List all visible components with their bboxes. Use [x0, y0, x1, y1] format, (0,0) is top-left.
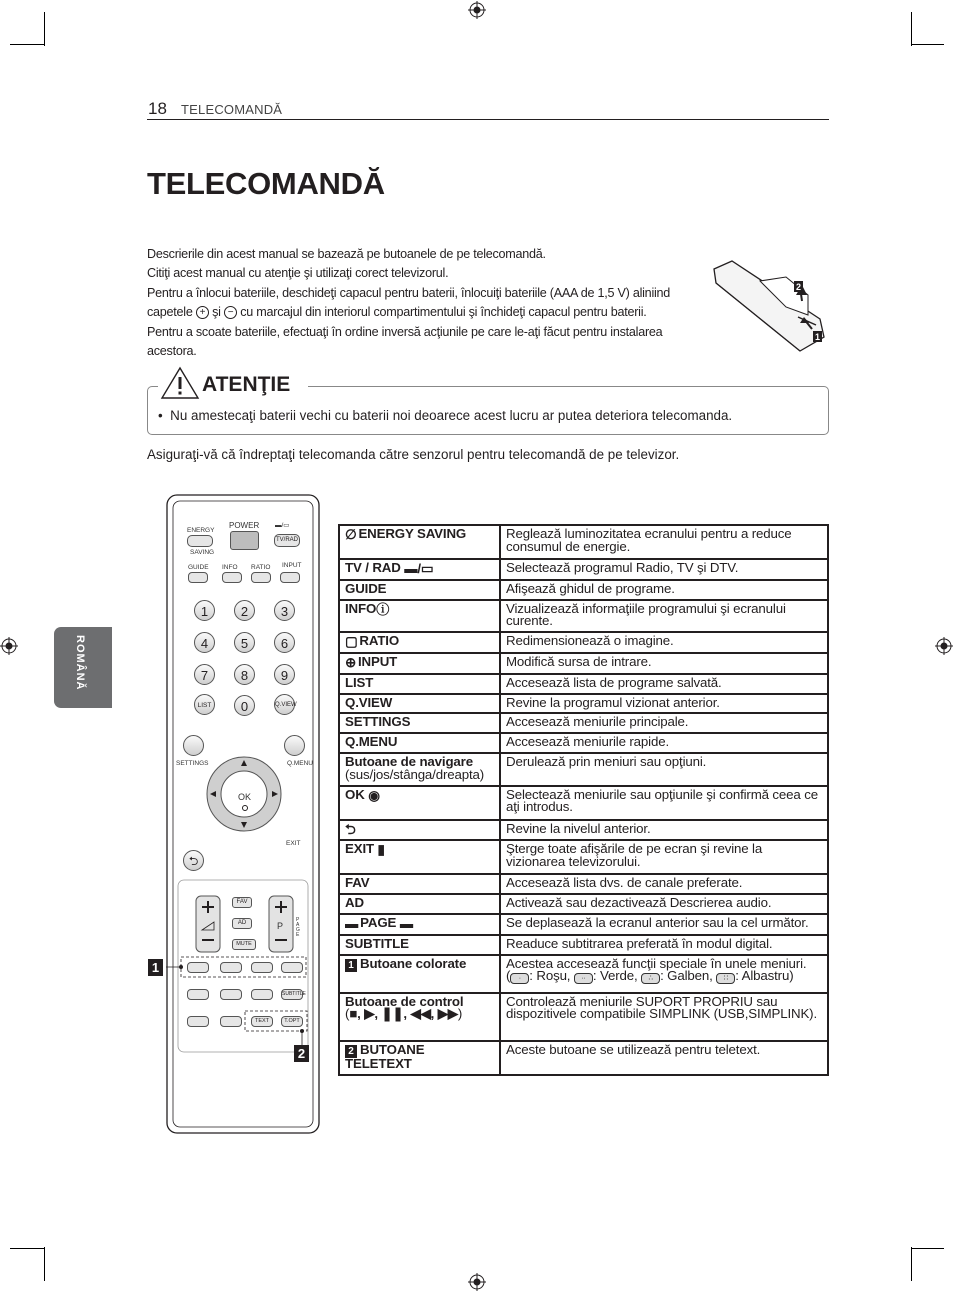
pause-button[interactable] [251, 989, 273, 1000]
back-button[interactable]: ⮌ [183, 850, 204, 871]
aim-note: Asiguraţi-vă că îndreptaţi telecomanda către senzorul pentru telecomandă de pe televizor. [147, 447, 680, 462]
tv-rad-button[interactable]: TV/RAD [274, 534, 300, 547]
settings-label: SETTINGS [176, 760, 209, 767]
list-button[interactable]: LIST [194, 694, 215, 715]
number-button[interactable]: 4 [194, 632, 215, 653]
energy-saving-button[interactable] [187, 535, 213, 547]
page-title: TELECOMANDĂ [147, 166, 385, 201]
number-button[interactable]: 2 [234, 600, 255, 621]
warning-triangle-icon [160, 366, 200, 400]
table-key: 1 Butoane colorate [339, 955, 500, 993]
caution-item [158, 408, 732, 423]
guide-button[interactable] [188, 572, 208, 583]
battery-cover-illustration [712, 259, 834, 357]
power-label: POWER [229, 521, 260, 530]
table-key: ▢ RATIO [339, 632, 500, 653]
red-button[interactable] [187, 962, 209, 973]
table-row [339, 733, 828, 753]
table-row [339, 713, 828, 733]
table-row [339, 874, 828, 894]
table-row [339, 1041, 828, 1075]
q-menu-button[interactable] [284, 735, 305, 756]
ratio-button[interactable] [251, 572, 271, 583]
table-row [339, 653, 828, 674]
table-row [339, 820, 828, 841]
table-value: Derulează prin meniuri sau opţiuni. [500, 753, 828, 786]
stop-button[interactable] [187, 989, 209, 1000]
ad-button[interactable]: AD [232, 918, 252, 929]
language-tab [54, 627, 112, 708]
crop-mark [44, 1247, 45, 1281]
table-row [339, 632, 828, 653]
intro-line: Pentru a scoate bateriile, efectuaţi în ordine inversă acţiunile pe care le-aţi făcut pentru instalarea [147, 324, 663, 339]
ratio-label: RATIO [251, 564, 271, 571]
settings-button[interactable] [183, 735, 204, 756]
green-button[interactable] [220, 962, 242, 973]
guide-label: GUIDE [188, 564, 209, 571]
page-right-icon: ▬ [399, 915, 413, 931]
power-button[interactable] [230, 531, 259, 550]
callout-badge: 2 [345, 1045, 357, 1058]
table-key: Butoane de control (■, ▶, ❚❚, ◀◀, ▶▶) [339, 993, 500, 1041]
registration-mark-icon [468, 1273, 486, 1291]
table-key: ∅ ENERGY SAVING [339, 525, 500, 559]
language-tab-label: ROMÂNĂ [74, 635, 86, 691]
table-key: EXIT ▮ [339, 840, 500, 874]
intro-fragment: capetele [147, 305, 193, 320]
table-key: Butoane de navigare (sus/jos/stânga/dreapta) [339, 753, 500, 786]
table-key: SETTINGS [339, 713, 500, 733]
crop-mark [44, 12, 45, 46]
intro-line [147, 303, 707, 322]
table-value: Accesează lista dvs. de canale preferate. [500, 874, 828, 894]
blue-button[interactable] [281, 962, 303, 973]
table-key: INFOⓘ [339, 600, 500, 633]
page-number: 18 [148, 99, 167, 118]
figure-label: 2 [795, 282, 802, 292]
crop-mark [10, 44, 44, 45]
table-row [339, 559, 828, 580]
table-key: AD [339, 894, 500, 914]
t-opt-button[interactable]: T.OPT [281, 1016, 303, 1027]
crop-mark [911, 1247, 912, 1281]
text-button[interactable]: TEXT [251, 1016, 273, 1027]
yellow-key-icon: ∴ [641, 973, 660, 984]
info-button[interactable] [222, 572, 242, 583]
yellow-button[interactable] [251, 962, 273, 973]
button-function-table [338, 524, 829, 1076]
control-symbols: ■, ▶, ❚❚, ◀◀, ▶▶ [349, 1006, 458, 1022]
table-key: 2 BUTOANE TELETEXT [339, 1041, 500, 1075]
table-value: Se deplasează la ecranul anterior sau la cel următor. [500, 914, 828, 935]
intro-line: Descrierile din acest manual se bazează pe butoanele de pe telecomandă. [147, 247, 546, 261]
crop-mark [911, 12, 912, 46]
table-value: Afişează ghidul de programe. [500, 580, 828, 600]
input-label: INPUT [282, 562, 302, 569]
table-row [339, 694, 828, 714]
exit-label: EXIT [286, 840, 301, 847]
caution-title: ATENŢIE [202, 373, 291, 396]
table-row [339, 753, 828, 786]
page-left-icon: ▬ [345, 915, 359, 931]
back-icon: ⮌ [345, 821, 356, 837]
page-label: PAGE [296, 917, 300, 938]
table-value: Reglează luminozitatea ecranului pentru a reduce consumul de energie. [500, 525, 828, 559]
table-row [339, 935, 828, 955]
table-row [339, 600, 828, 633]
table-value: Aceste butoane se utilizează pentru teletext. [500, 1041, 828, 1075]
registration-mark-icon [935, 637, 953, 655]
caution-text: Nu amestecaţi baterii vechi cu baterii noi deoarece acest lucru ar putea deteriora telecomanda. [170, 408, 733, 423]
rewind-button[interactable] [187, 1016, 209, 1027]
table-row [339, 955, 828, 993]
table-value: Modifică sursa de intrare. [500, 653, 828, 674]
exit-icon: ▮ [377, 842, 385, 858]
remote-body [166, 494, 320, 1134]
tv-rad-icon: ▬/▭ [404, 561, 434, 576]
table-key: ⊕ INPUT [339, 653, 500, 674]
crop-mark [10, 1248, 44, 1249]
callout-badge: 1 [148, 959, 163, 976]
energy-label: ENERGY [187, 527, 215, 534]
plus-terminal-icon: + [196, 306, 209, 319]
table-row [339, 580, 828, 600]
table-value: Activează sau dezactivează Descrierea audio. [500, 894, 828, 914]
table-row [339, 894, 828, 914]
table-key: ▬ PAGE ▬ [339, 914, 500, 935]
table-key: SUBTITLE [339, 935, 500, 955]
bullet: • [158, 408, 163, 423]
program-label: P [277, 921, 284, 931]
table-value: Revine la programul vizionat anterior. [500, 694, 828, 714]
intro-line: acestora. [147, 344, 197, 359]
crop-mark [912, 44, 944, 45]
fast-forward-button[interactable] [220, 1016, 242, 1027]
number-button[interactable]: 8 [234, 664, 255, 685]
table-value: Şterge toate afişările de pe ecran şi revine la vizionarea televizorului. [500, 840, 828, 874]
energy-label: SAVING [190, 549, 215, 556]
info-icon: ⓘ [376, 601, 390, 617]
table-value: Selectează programul Radio, TV şi DTV. [500, 559, 828, 580]
q-menu-label: Q.MENU [287, 760, 313, 767]
table-key: LIST [339, 674, 500, 694]
table-value: Controlează meniurile SUPORT PROPRIU sau dispozitivele compatibile SIMPLINK (USB,SIMPLINK). [500, 993, 828, 1041]
tv-rad-icon: ▬/▭ [275, 522, 290, 529]
registration-mark-icon [0, 637, 18, 655]
intro-fragment: şi [212, 305, 221, 320]
table-key: TV / RAD ▬/▭ [339, 559, 500, 580]
green-key-icon: ·· [574, 973, 593, 984]
intro-line: Citiţi acest manual cu atenţie şi utilizaţi corect televizorul. [147, 266, 449, 281]
play-button[interactable] [220, 989, 242, 1000]
table-key: Q.VIEW [339, 694, 500, 714]
table-value: Accesează lista de programe salvată. [500, 674, 828, 694]
caution-header [158, 364, 308, 404]
table-value: Revine la nivelul anterior. [500, 820, 828, 841]
table-row [339, 914, 828, 935]
fav-button[interactable]: FAV [232, 897, 252, 908]
ok-icon: ◉ [368, 787, 380, 803]
number-button[interactable]: 9 [274, 664, 295, 685]
crop-mark [912, 1248, 944, 1249]
callout-badge: 1 [345, 959, 357, 972]
ok-button[interactable]: OK [238, 792, 252, 802]
table-value: Accesează meniurile rapide. [500, 733, 828, 753]
number-button[interactable]: 5 [234, 632, 255, 653]
intro-fragment: cu marcajul din interiorul compartimentului şi închideţi capacul pentru baterii. [240, 305, 647, 320]
info-label: INFO [222, 564, 238, 571]
table-key: Q.MENU [339, 733, 500, 753]
table-value: Acestea accesează funcţii speciale în unele meniuri. ( · : Roşu, ·· : Verde, ∴ : Galben, ∷ : Albastru) [500, 955, 828, 993]
intro-text [147, 245, 707, 361]
subtitle-button[interactable]: SUBTITLE [281, 989, 303, 1000]
mute-button[interactable]: MUTE [232, 939, 256, 950]
number-button[interactable]: 3 [274, 600, 295, 621]
ratio-icon: ▢ [345, 634, 358, 650]
table-value: Redimensionează o imagine. [500, 632, 828, 653]
red-key-icon: · [510, 973, 529, 984]
callout-badge: 2 [294, 1045, 309, 1062]
table-key: OK ◉ [339, 786, 500, 820]
energy-saving-icon: ∅ [345, 527, 357, 542]
number-button[interactable]: 6 [274, 632, 295, 653]
table-row [339, 674, 828, 694]
input-button[interactable] [280, 572, 300, 583]
table-value: Readuce subtitrarea preferată în modul digital. [500, 935, 828, 955]
table-key: FAV [339, 874, 500, 894]
table-row [339, 786, 828, 820]
intro-line: Pentru a înlocui bateriile, deschideţi capacul pentru baterii, înlocuiţi bateriile (AAA de 1,5 V) aliniind [147, 285, 671, 300]
table-key: GUIDE [339, 580, 500, 600]
table-key [339, 820, 500, 841]
figure-label: 1 [814, 332, 821, 342]
blue-key-icon: ∷ [716, 973, 735, 984]
input-icon: ⊕ [345, 654, 356, 670]
table-row [339, 993, 828, 1041]
table-value: Selectează meniurile sau opţiunile şi confirmă ceea ce aţi introdus. [500, 786, 828, 820]
number-button[interactable]: 1 [194, 600, 215, 621]
table-value: Vizualizează informaţiile programului şi ecranului curente. [500, 600, 828, 633]
table-row [339, 840, 828, 874]
table-row [339, 525, 828, 559]
table-value: Accesează meniurile principale. [500, 713, 828, 733]
number-button[interactable]: 0 [234, 695, 255, 716]
number-button[interactable]: 7 [194, 664, 215, 685]
header-rule [147, 119, 829, 120]
remote-control-illustration [151, 494, 320, 1134]
running-header: TELECOMANDĂ [181, 102, 283, 117]
q-view-button[interactable]: Q.VIEW [274, 694, 295, 715]
registration-mark-icon [468, 1, 486, 19]
minus-terminal-icon: − [224, 306, 237, 319]
